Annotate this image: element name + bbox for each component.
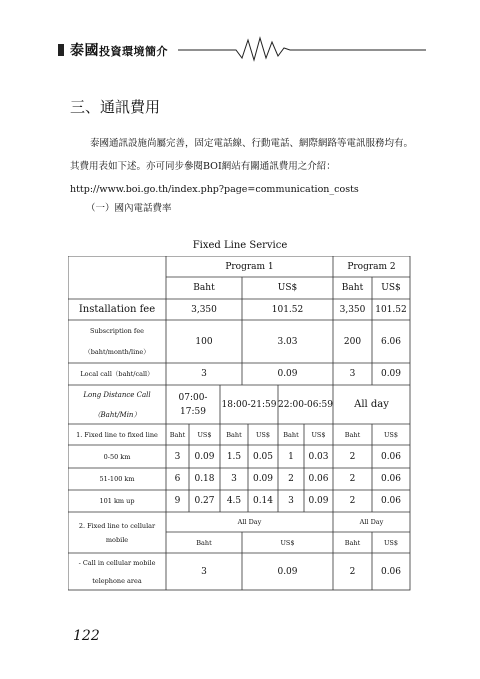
table-cell: 0.18: [194, 474, 215, 484]
table-cell: 1.5: [226, 451, 242, 462]
col-header-usd: US$: [197, 430, 212, 439]
table-cell: 9: [174, 496, 181, 506]
long-distance-unit: （Baht/Min）: [93, 410, 141, 419]
table-cell: 3: [288, 496, 294, 506]
col-header-usd: US$: [280, 538, 295, 547]
running-header: [58, 36, 426, 62]
table-cell: 2: [288, 474, 294, 484]
p2-baht-header: Baht: [341, 283, 364, 293]
table-cell: 0.14: [252, 496, 274, 506]
table-cell: 0.03: [308, 451, 329, 462]
table-cell: 0.09: [380, 369, 402, 379]
distance-row-label: 51-100 km: [99, 475, 135, 483]
col-header-usd: US$: [383, 430, 399, 439]
table-cell: 4.5: [226, 496, 242, 506]
subheading: （一）國內電話費率: [86, 203, 172, 214]
subscription-fee-label: Subscription fee: [89, 326, 145, 335]
header-title-rest: 投資環境簡介: [99, 45, 168, 58]
p1-usd-header: US$: [277, 283, 298, 293]
time-band-night: 22:00-06:59: [278, 399, 333, 410]
table-cell: 101.52: [375, 304, 407, 315]
col-header-usd: US$: [255, 430, 271, 439]
table-cell: 0.09: [277, 566, 298, 577]
table-title: Fixed Line Service: [192, 240, 288, 251]
table-cell: 3: [201, 566, 207, 577]
subscription-fee-unit: （baht/month/line）: [84, 348, 150, 356]
local-call-label: Local call（baht/call）: [80, 370, 154, 378]
distance-row-label: 0-50 km: [103, 452, 131, 461]
table-cell: 3,350: [191, 304, 217, 315]
fixed-to-mobile-label: 2. Fixed line to cellular mobile: [78, 521, 156, 544]
table-cell: 2: [349, 451, 356, 462]
table-cell: 3.03: [277, 336, 298, 347]
table-cell: 2: [349, 566, 356, 577]
header-title-country: 泰國: [70, 43, 99, 59]
col-header-baht: Baht: [169, 430, 186, 439]
time-band-day: 07:00-17:59: [178, 392, 208, 417]
table-cell: 0.06: [380, 451, 402, 462]
header-marker: [58, 44, 64, 56]
table-cell: 0.06: [308, 474, 329, 484]
col-header-usd: US$: [383, 538, 399, 547]
section-heading: 三、通訊費用: [70, 98, 161, 116]
installation-fee-label: Installation fee: [78, 303, 156, 315]
table-cell: 200: [343, 336, 362, 347]
p2-all-day-header: All Day: [359, 518, 384, 526]
table-cell: 3: [201, 369, 207, 379]
table-cell: 2: [349, 496, 356, 506]
table-cell: 0.09: [194, 451, 215, 462]
table-cell: 0.06: [380, 496, 402, 506]
mobile-call-label: - Call in cellular mobile: [78, 558, 156, 567]
program2-header: Program 2: [347, 261, 396, 272]
col-header-usd: US$: [311, 430, 326, 439]
table-cell: 2: [349, 474, 356, 484]
time-band-evening: 18:00-21:59: [221, 399, 277, 410]
mobile-call-label-line2: telephone area: [92, 577, 142, 585]
page-number: 122: [73, 628, 100, 644]
table-cell: 3: [231, 474, 237, 484]
col-header-baht: Baht: [344, 430, 361, 439]
table-cell: 6.06: [380, 336, 402, 347]
table-cell: 3: [349, 369, 356, 379]
table-cell: 3,350: [339, 304, 366, 315]
distance-row-label: 101 km up: [99, 497, 135, 505]
table-cell: 0.06: [380, 474, 402, 484]
program1-header: Program 1: [225, 261, 274, 272]
col-header-baht: Baht: [196, 538, 212, 547]
table-cell: 0.09: [252, 474, 274, 484]
fixed-to-fixed-label: 1. Fixed line to fixed line: [76, 430, 158, 439]
table-cell: 100: [195, 336, 213, 347]
p2-usd-header: US$: [381, 283, 401, 293]
col-header-baht: Baht: [283, 430, 299, 439]
time-band-all-day: All day: [354, 398, 389, 410]
table-cell: 101.52: [271, 304, 304, 315]
intro-paragraph: 泰國通訊設施尚屬完善，固定電話線、行動電話、網際網路等電訊服務均有。其費用表如下述。亦可同步參閱BOI網站有關通訊費用之介紹：http://www.boi.go.th/index.php?page=communication_costs: [70, 138, 414, 195]
header-title: [70, 40, 168, 60]
table-cell: 0.06: [380, 566, 402, 577]
p1-all-day-header: All Day: [237, 518, 262, 526]
table-cell: 0.27: [194, 496, 215, 506]
table-cell: 0.05: [252, 451, 274, 462]
table-cell: 0.09: [277, 369, 298, 379]
table-cell: 0.09: [308, 496, 329, 506]
col-header-baht: Baht: [344, 538, 361, 547]
col-header-baht: Baht: [226, 430, 242, 439]
table-cell: 3: [174, 451, 181, 462]
table-cell: 1: [288, 451, 294, 462]
long-distance-label: Long Distance Call: [83, 391, 151, 399]
p1-baht-header: Baht: [193, 283, 215, 293]
table-cell: 6: [174, 474, 181, 484]
